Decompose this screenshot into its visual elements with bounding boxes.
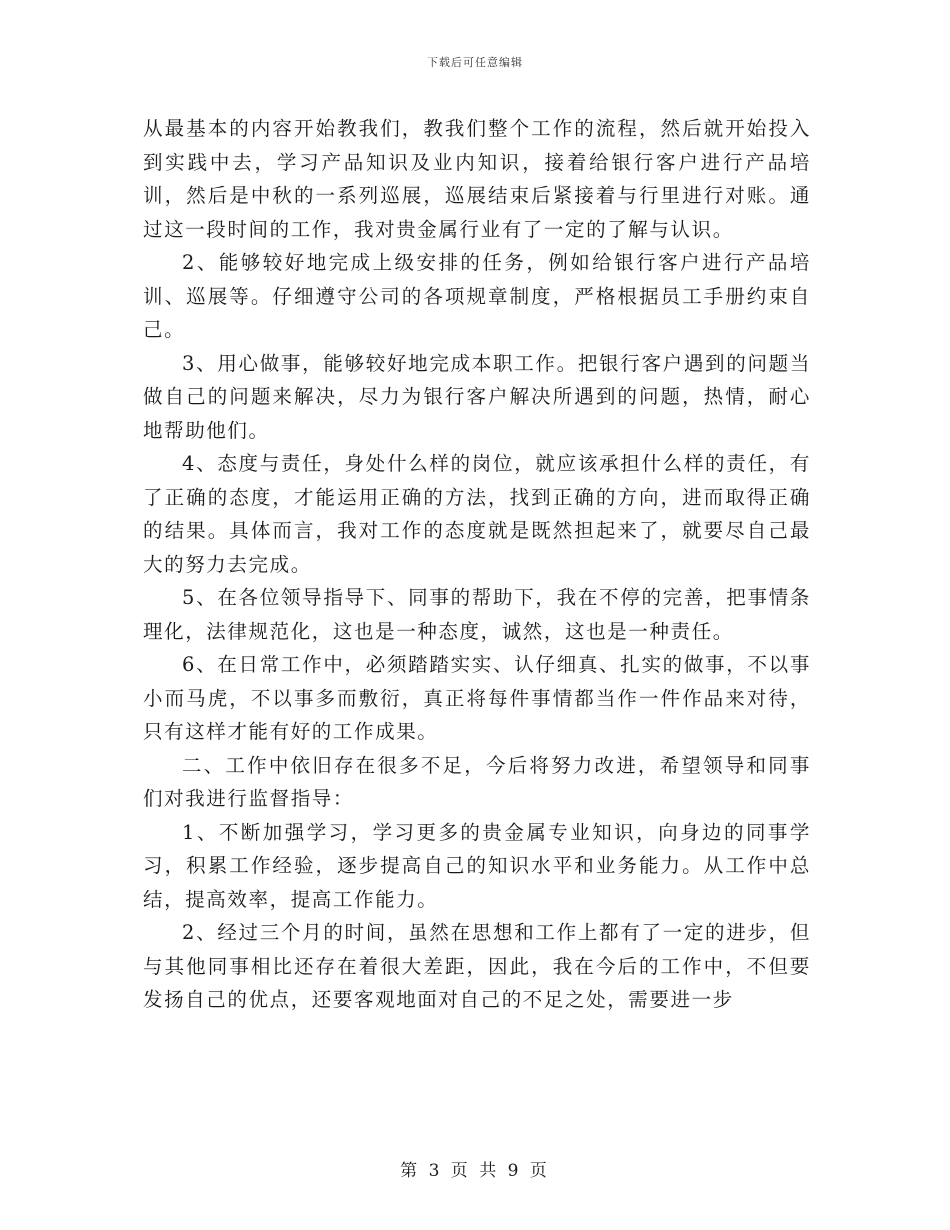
document-body [143,112,811,1017]
paragraph-item-5: 5、在各位领导指导下、同事的帮助下，我在不停的完善，把事情条理化，法律规范化，这也是一种态度，诚然，这也是一种责任。 [143,586,811,643]
paragraph-item-4: 4、态度与责任，身处什么样的岗位，就应该承担什么样的责任，有了正确的态度，才能运用正确的方法，找到正确的方向，进而取得正确的结果。具体而言，我对工作的态度就是既然担起来了，就要尽自己最大的努力去完成。 [143,452,811,576]
paragraph-continuation: 从最基本的内容开始教我们，教我们整个工作的流程，然后就开始投入到实践中去，学习产品知识及业内知识，接着给银行客户进行产品培训，然后是中秋的一系列巡展，巡展结束后紧接着与行里进行对账。通过这一段时间的工作，我对贵金属行业有了一定的了解与认识。 [143,117,811,241]
page-header: 下载后可任意编辑 [427,56,523,69]
page-number-footer: 第 3 页 共 9 页 [400,1161,550,1181]
paragraph-item-6: 6、在日常工作中，必须踏踏实实、认仔细真、扎实的做事，不以事小而马虎，不以事多而敷衍，真正将每件事情都当作一件作品来对待，只有这样才能有好的工作成果。 [143,653,811,743]
paragraph-item-3: 3、用心做事，能够较好地完成本职工作。把银行客户遇到的问题当做自己的问题来解决，尽力为银行客户解决所遇到的问题，热情，耐心地帮助他们。 [143,351,811,442]
paragraph-improvement-2: 2、经过三个月的时间，虽然在思想和工作上都有了一定的进步，但与其他同事相比还存在着很大差距，因此，我在今后的工作中，不但要发扬自己的优点，还要客观地面对自己的不足之处，需要进一步 [143,921,811,1011]
paragraph-item-2: 2、能够较好地完成上级安排的任务，例如给银行客户进行产品培训、巡展等。仔细遵守公司的各项规章制度，严格根据员工手册约束自己。 [143,251,811,341]
paragraph-improvement-1: 1、不断加强学习，学习更多的贵金属专业知识，向身边的同事学习，积累工作经验，逐步提高自己的知识水平和业务能力。从工作中总结，提高效率，提高工作能力。 [143,820,811,911]
section-heading-2: 二、工作中依旧存在很多不足，今后将努力改进，希望领导和同事们对我进行监督指导： [143,753,811,810]
